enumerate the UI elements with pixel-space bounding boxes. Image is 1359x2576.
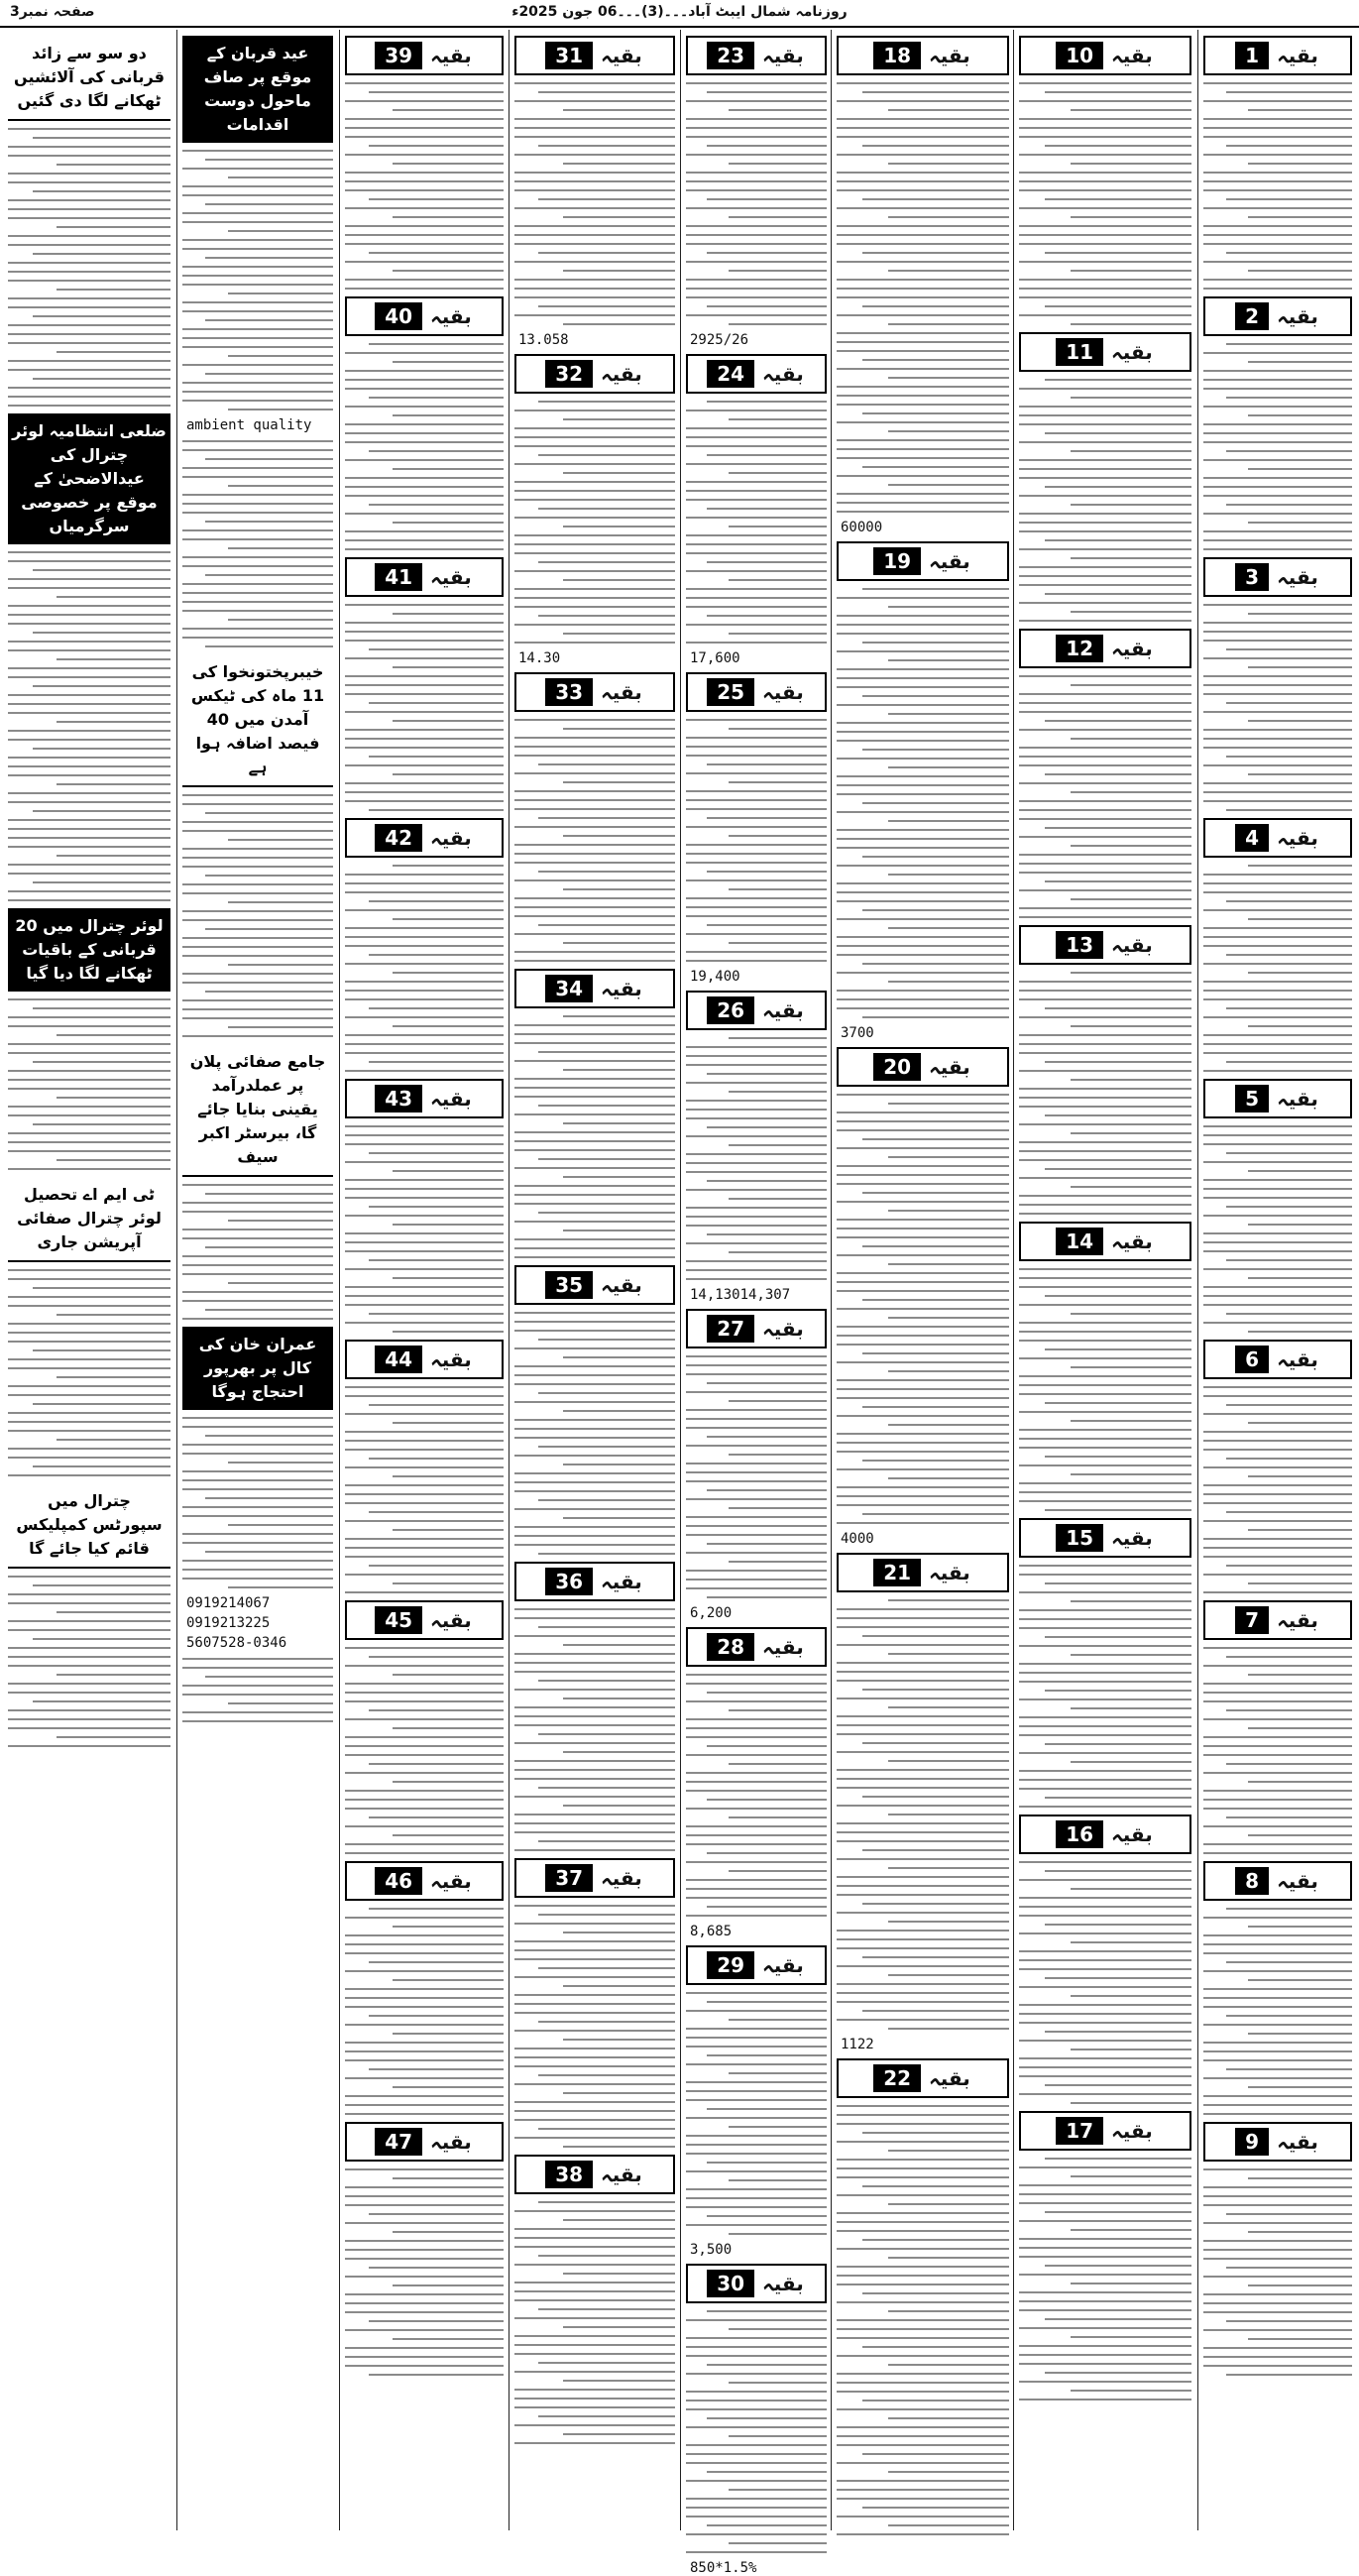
baqia-box bbox=[345, 1079, 504, 1118]
baqia-label: بقیہ bbox=[762, 44, 804, 67]
headline: چترال میں سپورٹس کمپلیکس قائم کیا جائے گا bbox=[8, 1483, 170, 1569]
baqia-label: بقیہ bbox=[430, 565, 472, 589]
number-text: 4000 bbox=[841, 1531, 874, 1547]
baqia-label: بقیہ bbox=[1277, 1869, 1318, 1893]
article-text bbox=[8, 998, 170, 1170]
baqia-box bbox=[1203, 1340, 1352, 1379]
baqia-number: 20 bbox=[873, 1053, 921, 1081]
baqia-box bbox=[1019, 1518, 1191, 1558]
article-text bbox=[686, 82, 827, 325]
baqia-box bbox=[514, 1562, 675, 1601]
article-text bbox=[8, 128, 170, 407]
article-text bbox=[837, 82, 1009, 513]
baqia-label: بقیہ bbox=[1111, 1526, 1153, 1550]
baqia-label: بقیہ bbox=[1277, 44, 1318, 67]
article-text bbox=[1019, 1565, 1191, 1808]
article-text bbox=[182, 794, 333, 1037]
baqia-box bbox=[1203, 1600, 1352, 1640]
baqia-label: بقیہ bbox=[601, 44, 642, 67]
baqia-label: بقیہ bbox=[929, 1561, 970, 1584]
baqia-label: بقیہ bbox=[430, 304, 472, 328]
baqia-label: بقیہ bbox=[430, 1087, 472, 1111]
baqia-number: 12 bbox=[1056, 635, 1103, 662]
article-text bbox=[514, 82, 675, 325]
number-text: 3700 bbox=[841, 1025, 874, 1041]
baqia-number: 41 bbox=[375, 563, 422, 591]
baqia-box bbox=[837, 541, 1009, 581]
baqia-box bbox=[837, 1553, 1009, 1592]
baqia-label: بقیہ bbox=[1111, 340, 1153, 364]
column-rule bbox=[339, 30, 340, 2530]
headline: جامع صفائی پلان پر عملدرآمد یقینی بنایا جائے گا، بیرسٹر اکبر سیف bbox=[182, 1044, 333, 1177]
number-text: 8,685 bbox=[690, 1924, 733, 1939]
baqia-label: بقیہ bbox=[601, 2163, 642, 2186]
article-text bbox=[686, 1674, 827, 1917]
article-text bbox=[8, 1269, 170, 1476]
article-text bbox=[182, 150, 333, 410]
baqia-number: 45 bbox=[375, 1606, 422, 1634]
column-rule bbox=[509, 30, 510, 2530]
masthead-title: روزنامہ شمال ایبٹ آباد۔۔۔(3)۔۔۔06 جون 2025ء bbox=[511, 4, 848, 20]
baqia-box bbox=[1019, 332, 1191, 372]
article-text bbox=[1019, 1268, 1191, 1511]
baqia-box bbox=[837, 1047, 1009, 1087]
baqia-number: 46 bbox=[375, 1867, 422, 1895]
baqia-number: 33 bbox=[545, 678, 593, 706]
baqia-box bbox=[514, 36, 675, 75]
headline: خیبرپختونخوا کی 11 ماہ کی ٹیکس آمدن میں 40 فیصد اضافہ ہوا ہے bbox=[182, 654, 333, 787]
baqia-box bbox=[1019, 1222, 1191, 1261]
article-text bbox=[1203, 1125, 1352, 1333]
baqia-box bbox=[686, 1945, 827, 1985]
phone-number: 0919214067 bbox=[186, 1595, 271, 1611]
baqia-box bbox=[1203, 557, 1352, 597]
baqia-number: 30 bbox=[707, 2270, 754, 2297]
column-5 bbox=[510, 30, 679, 2530]
headline: ٹی ایم اے تحصیل لوئر چترال صفائی آپریشن جاری bbox=[8, 1177, 170, 1262]
number-text: 2925/26 bbox=[690, 332, 749, 348]
baqia-number: 24 bbox=[707, 360, 754, 388]
baqia-number: 2 bbox=[1235, 302, 1269, 330]
baqia-label: بقیہ bbox=[1277, 1087, 1318, 1111]
number-text: 13.058 bbox=[518, 332, 569, 348]
column-rule bbox=[680, 30, 681, 2530]
baqia-label: بقیہ bbox=[1111, 1229, 1153, 1253]
baqia-label: بقیہ bbox=[1111, 1822, 1153, 1846]
article-text bbox=[1203, 82, 1352, 290]
baqia-number: 19 bbox=[873, 547, 921, 575]
baqia-box bbox=[686, 672, 827, 712]
article-text bbox=[345, 2168, 504, 2376]
baqia-box bbox=[514, 2155, 675, 2194]
baqia-number: 40 bbox=[375, 302, 422, 330]
baqia-label: بقیہ bbox=[601, 1866, 642, 1890]
article-text bbox=[837, 588, 1009, 1018]
baqia-box bbox=[686, 991, 827, 1030]
baqia-label: بقیہ bbox=[430, 826, 472, 850]
baqia-label: بقیہ bbox=[762, 998, 804, 1022]
baqia-label: بقیہ bbox=[430, 1869, 472, 1893]
baqia-label: بقیہ bbox=[929, 549, 970, 573]
baqia-label: بقیہ bbox=[762, 1635, 804, 1659]
article-text bbox=[514, 719, 675, 962]
baqia-box bbox=[345, 36, 504, 75]
baqia-box bbox=[514, 672, 675, 712]
masthead bbox=[0, 0, 1359, 28]
article-text bbox=[1019, 379, 1191, 622]
article-text bbox=[182, 440, 333, 647]
baqia-number: 47 bbox=[375, 2128, 422, 2156]
column-rule bbox=[831, 30, 832, 2530]
baqia-label: بقیہ bbox=[601, 1570, 642, 1593]
baqia-number: 23 bbox=[707, 42, 754, 69]
article-text bbox=[514, 1905, 675, 2148]
baqia-number: 43 bbox=[375, 1085, 422, 1112]
baqia-number: 18 bbox=[873, 42, 921, 69]
baqia-number: 21 bbox=[873, 1559, 921, 1586]
number-text: 1122 bbox=[841, 2037, 874, 2052]
baqia-box bbox=[345, 2122, 504, 2162]
article-text bbox=[1203, 865, 1352, 1072]
baqia-label: بقیہ bbox=[601, 680, 642, 704]
article-text bbox=[345, 1125, 504, 1333]
article-text bbox=[182, 1417, 333, 1588]
column-4 bbox=[682, 30, 831, 2576]
article-text bbox=[686, 1037, 827, 1280]
baqia-label: بقیہ bbox=[1277, 826, 1318, 850]
article-text bbox=[686, 719, 827, 962]
article-text bbox=[1019, 82, 1191, 325]
column-2 bbox=[1015, 30, 1195, 2530]
baqia-box bbox=[1203, 1861, 1352, 1901]
column-rule bbox=[176, 30, 177, 2530]
baqia-box bbox=[837, 2058, 1009, 2098]
baqia-label: بقیہ bbox=[762, 1953, 804, 1977]
page-number: صفحہ نمبر3 bbox=[10, 4, 95, 20]
baqia-number: 29 bbox=[707, 1951, 754, 1979]
baqia-box bbox=[345, 1600, 504, 1640]
baqia-label: بقیہ bbox=[1111, 44, 1153, 67]
article-text bbox=[686, 1355, 827, 1598]
baqia-label: بقیہ bbox=[1111, 933, 1153, 957]
baqia-number: 16 bbox=[1056, 1820, 1103, 1848]
article-text bbox=[1019, 1861, 1191, 2104]
baqia-number: 42 bbox=[375, 824, 422, 852]
baqia-number: 6 bbox=[1235, 1346, 1269, 1373]
article-text bbox=[1203, 1908, 1352, 2115]
baqia-label: بقیہ bbox=[430, 2130, 472, 2154]
baqia-box bbox=[686, 36, 827, 75]
column-1 bbox=[1199, 30, 1356, 2530]
baqia-number: 34 bbox=[545, 975, 593, 1002]
baqia-number: 1 bbox=[1235, 42, 1269, 69]
number-text: ambient quality bbox=[186, 417, 312, 433]
article-text bbox=[345, 604, 504, 811]
baqia-label: بقیہ bbox=[762, 362, 804, 386]
baqia-number: 32 bbox=[545, 360, 593, 388]
article-text bbox=[686, 1992, 827, 2235]
number-text: 14,13014,307 bbox=[690, 1287, 791, 1303]
column-6 bbox=[341, 30, 508, 2530]
baqia-box bbox=[1203, 818, 1352, 858]
baqia-box bbox=[514, 1858, 675, 1898]
article-text bbox=[1203, 1386, 1352, 1593]
article-text bbox=[514, 1312, 675, 1555]
baqia-number: 36 bbox=[545, 1568, 593, 1595]
article-text bbox=[686, 2310, 827, 2553]
article-text bbox=[1203, 2168, 1352, 2376]
baqia-box bbox=[345, 296, 504, 336]
baqia-box bbox=[514, 354, 675, 394]
baqia-box bbox=[1203, 296, 1352, 336]
baqia-box bbox=[1203, 2122, 1352, 2162]
baqia-box bbox=[686, 1309, 827, 1348]
baqia-label: بقیہ bbox=[430, 44, 472, 67]
baqia-number: 22 bbox=[873, 2064, 921, 2092]
baqia-box bbox=[345, 818, 504, 858]
baqia-number: 17 bbox=[1056, 2117, 1103, 2145]
baqia-label: بقیہ bbox=[1277, 1347, 1318, 1371]
article-text bbox=[8, 1576, 170, 1747]
article-text bbox=[345, 1647, 504, 1854]
baqia-number: 11 bbox=[1056, 338, 1103, 366]
baqia-box bbox=[514, 1265, 675, 1305]
number-text: 60000 bbox=[841, 520, 883, 535]
number-text: 14.30 bbox=[518, 650, 561, 666]
baqia-label: بقیہ bbox=[929, 44, 970, 67]
baqia-label: بقیہ bbox=[1277, 1608, 1318, 1632]
article-text bbox=[182, 1658, 333, 1722]
article-text bbox=[345, 1386, 504, 1593]
article-text bbox=[837, 2105, 1009, 2535]
article-text bbox=[1019, 972, 1191, 1215]
baqia-number: 37 bbox=[545, 1864, 593, 1892]
article-text bbox=[1203, 343, 1352, 550]
headline: ضلعی انتظامیہ لوئر چترال کی عیدالاضحیٰ کے موقع پر خصوصی سرگرمیاں bbox=[8, 413, 170, 544]
column-7 bbox=[178, 30, 337, 2530]
baqia-box bbox=[686, 354, 827, 394]
baqia-number: 28 bbox=[707, 1633, 754, 1661]
baqia-label: بقیہ bbox=[1277, 565, 1318, 589]
baqia-box bbox=[1203, 1079, 1352, 1118]
baqia-label: بقیہ bbox=[601, 1273, 642, 1297]
baqia-label: بقیہ bbox=[929, 1055, 970, 1079]
baqia-box bbox=[345, 1861, 504, 1901]
article-text bbox=[686, 401, 827, 644]
baqia-number: 14 bbox=[1056, 1228, 1103, 1255]
number-text: 6,200 bbox=[690, 1605, 733, 1621]
article-text bbox=[514, 2201, 675, 2444]
headline: لوئر چترال میں 20 قربانی کے باقیات ٹھکانے لگا دیا گیا bbox=[8, 908, 170, 992]
baqia-number: 8 bbox=[1235, 1867, 1269, 1895]
baqia-box bbox=[1019, 36, 1191, 75]
headline: دو سو سے زائد قربانی کی آلائشیں ٹھکانے لگا دی گئیں bbox=[8, 36, 170, 121]
baqia-number: 13 bbox=[1056, 931, 1103, 959]
baqia-number: 31 bbox=[545, 42, 593, 69]
article-text bbox=[1203, 604, 1352, 811]
baqia-number: 5 bbox=[1235, 1085, 1269, 1112]
article-text bbox=[345, 865, 504, 1072]
article-text bbox=[345, 343, 504, 550]
baqia-number: 25 bbox=[707, 678, 754, 706]
baqia-box bbox=[1203, 36, 1352, 75]
article-text bbox=[514, 1015, 675, 1258]
baqia-number: 26 bbox=[707, 996, 754, 1024]
baqia-label: بقیہ bbox=[1277, 2130, 1318, 2154]
baqia-box bbox=[837, 36, 1009, 75]
phone-number: 0919213225 bbox=[186, 1615, 271, 1631]
column-rule bbox=[1197, 30, 1198, 2530]
column-rule bbox=[1013, 30, 1014, 2530]
number-text: 850*1.5% bbox=[690, 2560, 757, 2576]
baqia-number: 10 bbox=[1056, 42, 1103, 69]
baqia-box bbox=[1019, 925, 1191, 965]
baqia-label: بقیہ bbox=[430, 1347, 472, 1371]
article-text bbox=[1203, 1647, 1352, 1854]
baqia-number: 4 bbox=[1235, 824, 1269, 852]
article-text bbox=[345, 82, 504, 290]
number-text: 3,500 bbox=[690, 2242, 733, 2258]
article-text bbox=[1019, 675, 1191, 918]
baqia-box bbox=[1019, 1815, 1191, 1854]
article-text bbox=[514, 401, 675, 644]
baqia-number: 15 bbox=[1056, 1524, 1103, 1552]
baqia-box bbox=[1019, 629, 1191, 668]
baqia-label: بقیہ bbox=[762, 680, 804, 704]
baqia-number: 9 bbox=[1235, 2128, 1269, 2156]
baqia-label: بقیہ bbox=[1111, 637, 1153, 660]
column-3 bbox=[833, 30, 1013, 2530]
article-text bbox=[345, 1908, 504, 2115]
baqia-box bbox=[514, 969, 675, 1008]
number-text: 17,600 bbox=[690, 650, 740, 666]
baqia-label: بقیہ bbox=[1111, 2119, 1153, 2143]
baqia-box bbox=[345, 557, 504, 597]
headline: عمران خان کی کال پر بھرپور احتجاج ہوگا bbox=[182, 1327, 333, 1410]
baqia-label: بقیہ bbox=[601, 977, 642, 1000]
column-8 bbox=[4, 30, 174, 2530]
baqia-label: بقیہ bbox=[430, 1608, 472, 1632]
article-text bbox=[514, 1608, 675, 1851]
article-text bbox=[837, 1599, 1009, 2030]
number-text: 19,400 bbox=[690, 969, 740, 985]
baqia-label: بقیہ bbox=[762, 1317, 804, 1341]
baqia-label: بقیہ bbox=[601, 362, 642, 386]
phone-number: 5607528-0346 bbox=[186, 1635, 287, 1651]
baqia-number: 27 bbox=[707, 1315, 754, 1343]
baqia-box bbox=[345, 1340, 504, 1379]
baqia-number: 44 bbox=[375, 1346, 422, 1373]
baqia-box bbox=[686, 1627, 827, 1667]
baqia-label: بقیہ bbox=[762, 2272, 804, 2295]
baqia-box bbox=[686, 2264, 827, 2303]
article-text bbox=[837, 1094, 1009, 1524]
baqia-number: 7 bbox=[1235, 1606, 1269, 1634]
baqia-number: 39 bbox=[375, 42, 422, 69]
baqia-label: بقیہ bbox=[929, 2066, 970, 2090]
baqia-label: بقیہ bbox=[1277, 304, 1318, 328]
baqia-number: 35 bbox=[545, 1271, 593, 1299]
baqia-number: 38 bbox=[545, 2161, 593, 2188]
baqia-number: 3 bbox=[1235, 563, 1269, 591]
article-text bbox=[182, 1184, 333, 1320]
headline: عید قربان کے موقع پر صاف ماحول دوست اقدامات bbox=[182, 36, 333, 143]
baqia-box bbox=[1019, 2111, 1191, 2151]
article-text bbox=[1019, 2158, 1191, 2400]
article-text bbox=[8, 551, 170, 901]
